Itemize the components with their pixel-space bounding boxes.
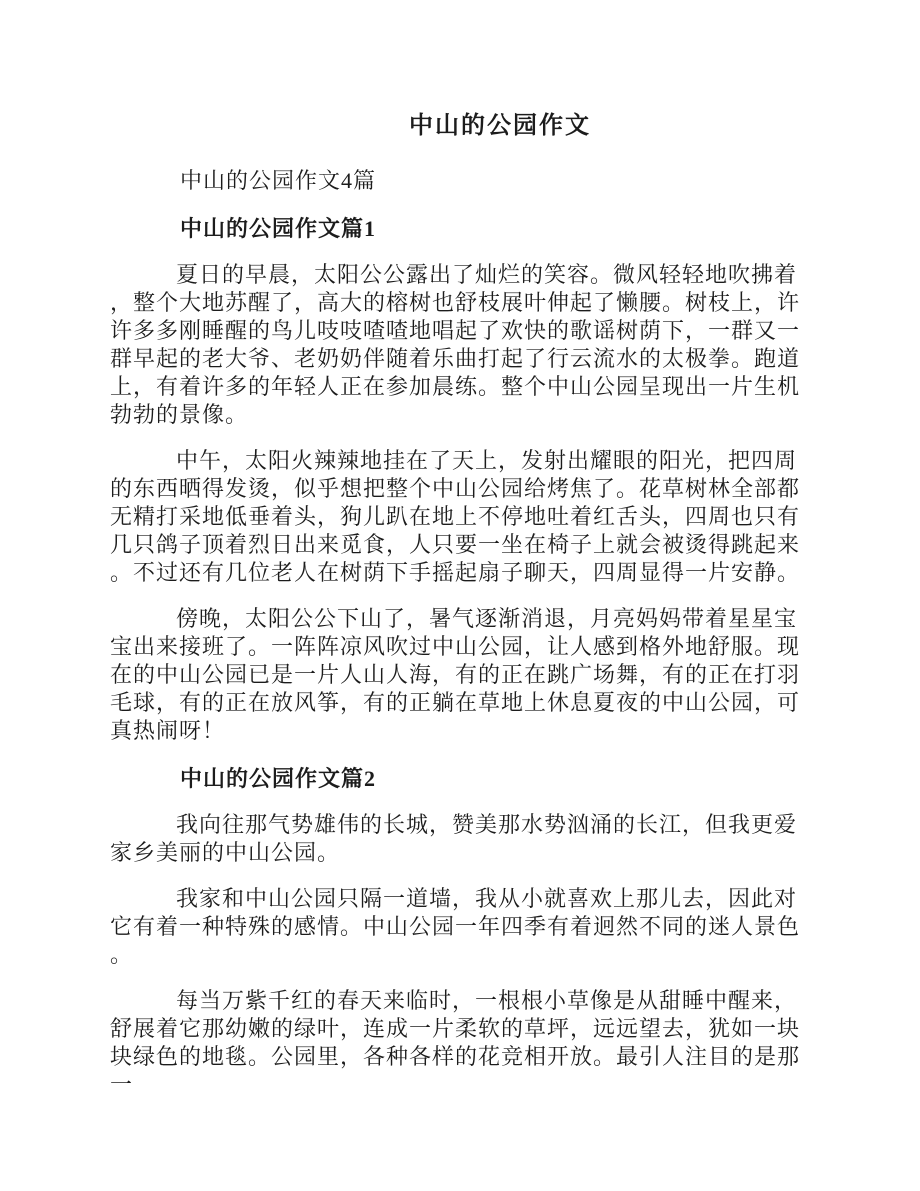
document-subtitle: 中山的公园作文4篇 [180, 168, 377, 193]
essay-paragraph: 我向往那气势雄伟的长城，赞美那水势汹涌的长江，但我更爱家乡美丽的中山公园。 [110, 812, 798, 865]
essay-paragraph: 每当万紫千红的春天来临时，一根根小草像是从甜睡中醒来，舒展着它那幼嫩的绿叶，连成一片柔软的草坪，远远望去，犹如一块块绿色的地毯。公园里，各种各样的花竞相开放。最引人注目的是那一 [110, 988, 801, 1097]
essay-section-2 [110, 765, 810, 1099]
essay-paragraph: 中午，太阳火辣辣地挂在了天上，发射出耀眼的阳光，把四周的东西晒得发烫，似乎想把整个中山公园给烤焦了。花草树林全部都无精打采地低垂着头，狗儿趴在地上不停地吐着红舌头，四周也只有几只鸽子顶着烈日出来觅食，人只要一坐在椅子上就会被烫得跳起来。不过还有几位老人在树荫下手摇起扇子聊天，四周显得一片安静。 [110, 448, 801, 585]
document-title: 中山的公园作文 [409, 113, 591, 139]
essay-paragraph: 我家和中山公园只隔一道墙，我从小就喜欢上那儿去，因此对它有着一种特殊的感情。中山公园一年四季有着迥然不同的迷人景色。 [110, 886, 801, 967]
essay-paragraph: 夏日的早晨，太阳公公露出了灿烂的笑容。微风轻轻地吹拂着，整个大地苏醒了，高大的榕树也舒枝展叶伸起了懒腰。树枝上，许许多多刚睡醒的鸟儿吱吱喳喳地唱起了欢快的歌谣树荫下，一群又一群早起的老大爷、老奶奶伴随着乐曲打起了行云流水的太极拳。跑道上，有着许多的年轻人正在参加晨练。整个中山公园呈现出一片生机勃勃的景像。 [110, 262, 801, 427]
section-1-heading: 中山的公园作文篇1 [180, 216, 377, 241]
section-2-heading: 中山的公园作文篇2 [180, 766, 377, 791]
essay-section-1 [110, 215, 810, 745]
essay-paragraph: 傍晚，太阳公公下山了，暑气逐渐消退，月亮妈妈带着星星宝宝出来接班了。一阵阵凉风吹过中山公园，让人感到格外地舒服。现在的中山公园已是一片人山人海，有的正在跳广场舞，有的正在打羽毛球，有的正在放风筝，有的正躺在草地上休息夏夜的中山公园，可真热闹呀！ [110, 606, 801, 743]
